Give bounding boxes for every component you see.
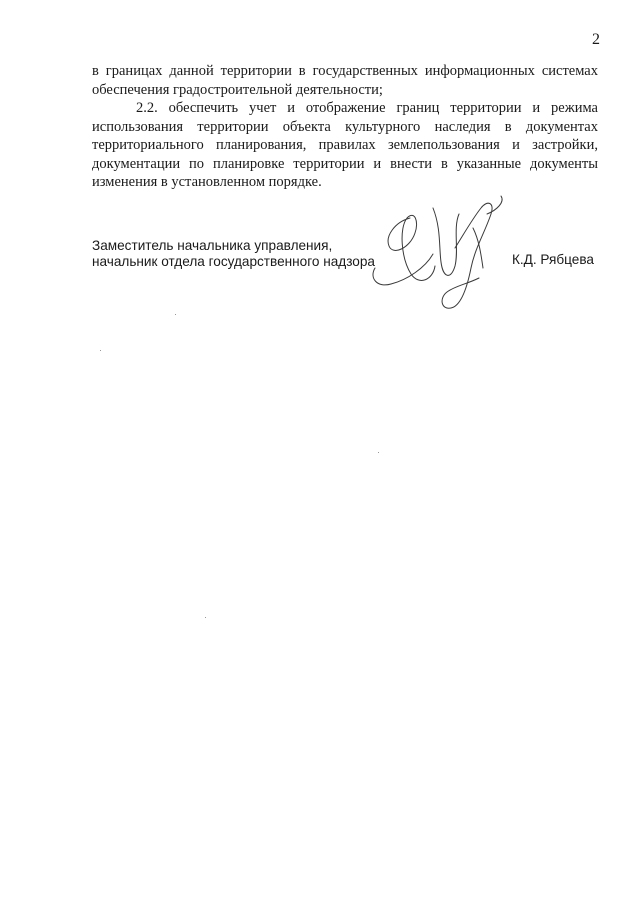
- scan-speck: [100, 350, 101, 351]
- signatory-name: К.Д. Рябцева: [511, 252, 594, 267]
- handwritten-signature: [355, 188, 525, 318]
- scan-speck: [205, 617, 206, 618]
- scan-speck: [378, 452, 379, 453]
- scan-speck: [175, 314, 176, 315]
- page-number: 2: [592, 31, 600, 48]
- signatory-title: [92, 238, 375, 270]
- signatory-title-line-1: Заместитель начальника управления,: [92, 238, 333, 253]
- paragraph-item-2-2: 2.2. обеспечить учет и отображение границ территории и режима использования территории объекта культурного наследия в документах территориального планирования, правилах землепользования и застройки, документации по планировке территории и внести в указанные документы изменения в установленном порядке.: [92, 100, 598, 190]
- paragraph-continuation: в границах данной территории в государственных информационных системах обеспечения градостроительной деятельности;: [92, 63, 598, 98]
- signatory-title-line-2: начальник отдела государственного надзора: [92, 254, 375, 269]
- document-body: [92, 62, 598, 192]
